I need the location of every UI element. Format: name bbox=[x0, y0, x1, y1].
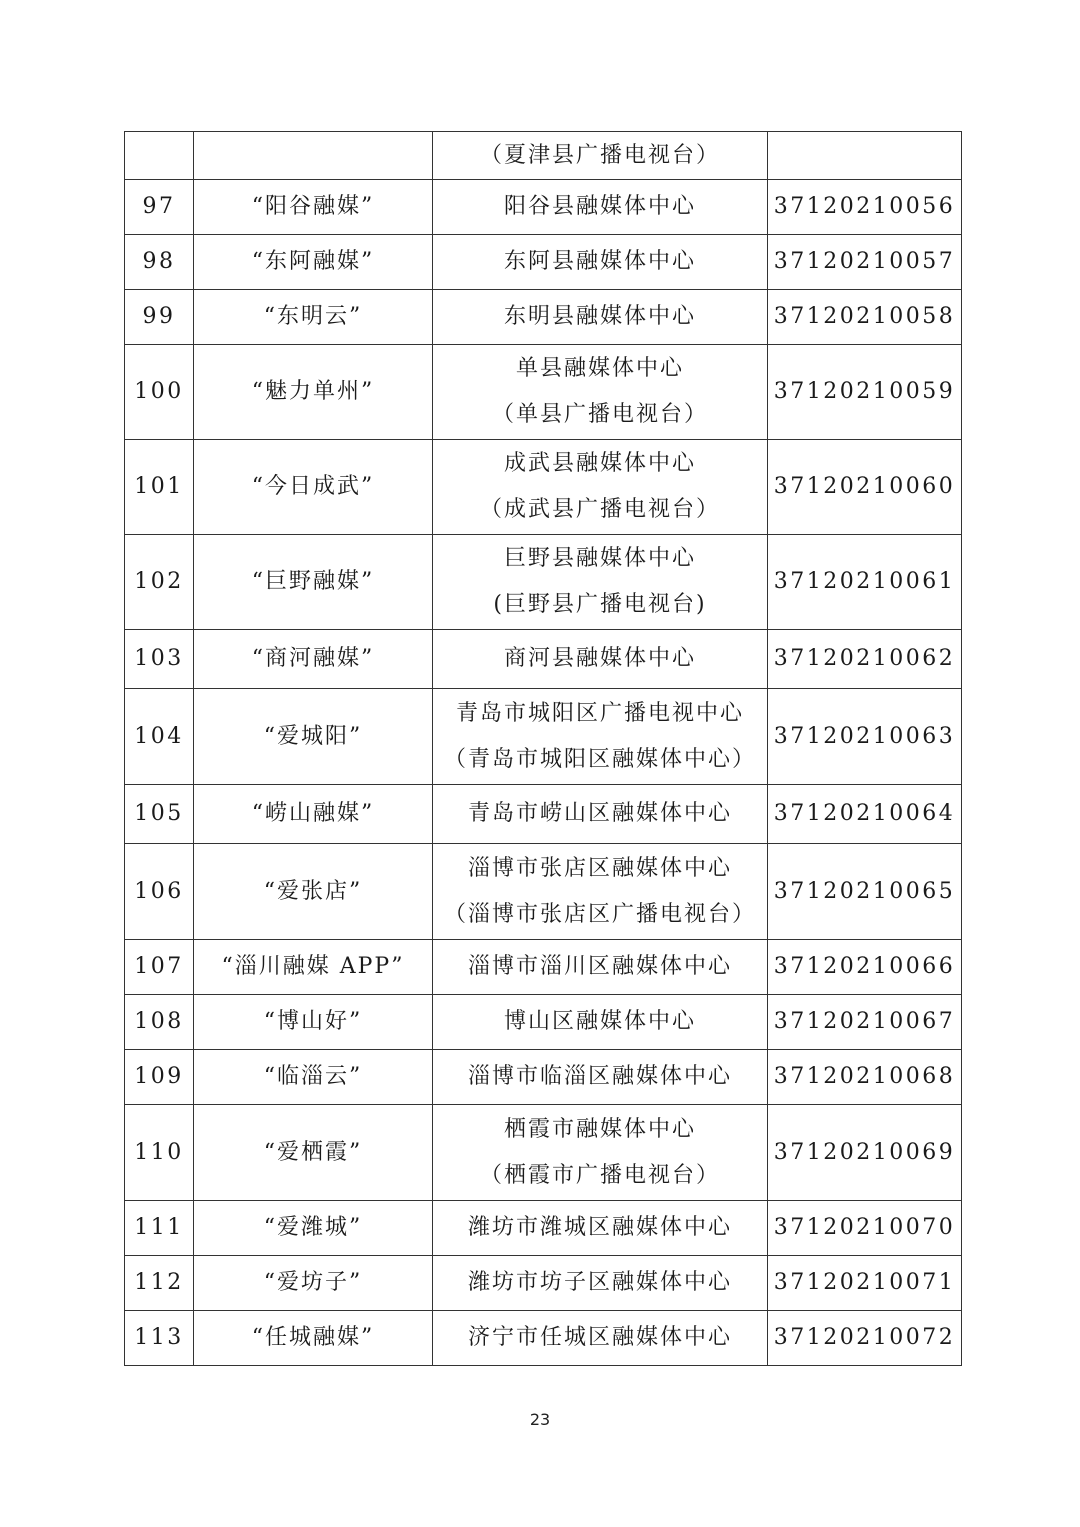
row-number-cell: 104 bbox=[125, 689, 194, 785]
registration-code-cell: 37120210057 bbox=[768, 235, 962, 290]
organization-line: （淄博市张店区广播电视台） bbox=[443, 901, 756, 927]
registration-code-cell: 37120210069 bbox=[768, 1105, 962, 1201]
organization-line: 淄博市淄川区融媒体中心 bbox=[467, 954, 732, 979]
client-name-cell: “淄川融媒 APP” bbox=[194, 940, 433, 995]
organization-line: 潍坊市潍城区融媒体中心 bbox=[467, 1215, 732, 1240]
organization-line: 潍坊市坊子区融媒体中心 bbox=[467, 1270, 732, 1295]
registration-code-cell: 37120210058 bbox=[768, 290, 962, 345]
row-number-cell: 102 bbox=[125, 535, 194, 630]
organization-cell bbox=[433, 995, 768, 1050]
table-row bbox=[125, 132, 962, 180]
row-number-cell: 111 bbox=[125, 1201, 194, 1256]
row-number-cell: 106 bbox=[125, 844, 194, 940]
row-number-cell: 103 bbox=[125, 630, 194, 689]
table-row bbox=[125, 630, 962, 689]
registration-code-cell: 37120210062 bbox=[768, 630, 962, 689]
organization-cell bbox=[433, 290, 768, 345]
organization-cell bbox=[433, 689, 768, 785]
organization-cell bbox=[433, 535, 768, 630]
row-number-cell: 109 bbox=[125, 1050, 194, 1105]
organization-line: 东明县融媒体中心 bbox=[503, 304, 696, 329]
organization-line: 淄博市张店区融媒体中心 bbox=[467, 855, 732, 881]
row-number-cell: 99 bbox=[125, 290, 194, 345]
row-number-cell: 100 bbox=[125, 345, 194, 440]
organization-line: 淄博市临淄区融媒体中心 bbox=[467, 1064, 732, 1089]
organization-cell bbox=[433, 785, 768, 844]
organization-cell bbox=[433, 345, 768, 440]
client-name-cell: “爱坊子” bbox=[194, 1256, 433, 1311]
registry-table bbox=[124, 131, 962, 1366]
client-name-cell: “阳谷融媒” bbox=[194, 180, 433, 235]
registration-code-cell: 37120210065 bbox=[768, 844, 962, 940]
organization-cell bbox=[433, 1105, 768, 1201]
client-name-cell: “博山好” bbox=[194, 995, 433, 1050]
organization-line: 巨野县融媒体中心 bbox=[503, 546, 696, 571]
table-row bbox=[125, 844, 962, 940]
organization-cell bbox=[433, 180, 768, 235]
row-number-cell: 108 bbox=[125, 995, 194, 1050]
client-name-cell: “任城融媒” bbox=[194, 1311, 433, 1366]
organization-line: （成武县广播电视台） bbox=[479, 497, 720, 522]
registration-code-cell: 37120210056 bbox=[768, 180, 962, 235]
client-name-cell: “巨野融媒” bbox=[194, 535, 433, 630]
row-number-cell: 97 bbox=[125, 180, 194, 235]
registration-code-cell bbox=[768, 132, 962, 180]
organization-line: 青岛市崂山区融媒体中心 bbox=[467, 801, 732, 826]
organization-line: （青岛市城阳区融媒体中心） bbox=[443, 746, 756, 772]
registry-table-body bbox=[125, 132, 962, 1366]
organization-cell bbox=[433, 132, 768, 180]
table-row bbox=[125, 440, 962, 535]
row-number-cell: 112 bbox=[125, 1256, 194, 1311]
client-name-cell: “魅力单州” bbox=[194, 345, 433, 440]
organization-cell bbox=[433, 1050, 768, 1105]
client-name-cell: “商河融媒” bbox=[194, 630, 433, 689]
organization-line: 东阿县融媒体中心 bbox=[503, 249, 696, 274]
organization-line: （栖霞市广播电视台） bbox=[479, 1162, 720, 1188]
table-row bbox=[125, 1105, 962, 1201]
registration-code-cell: 37120210068 bbox=[768, 1050, 962, 1105]
row-number-cell: 101 bbox=[125, 440, 194, 535]
client-name-cell bbox=[194, 132, 433, 180]
table-row bbox=[125, 785, 962, 844]
row-number-cell: 98 bbox=[125, 235, 194, 290]
table-row bbox=[125, 1256, 962, 1311]
registration-code-cell: 37120210063 bbox=[768, 689, 962, 785]
table-row bbox=[125, 1050, 962, 1105]
organization-line: 博山区融媒体中心 bbox=[503, 1009, 696, 1034]
client-name-cell: “东明云” bbox=[194, 290, 433, 345]
table-row bbox=[125, 290, 962, 345]
client-name-cell: “今日成武” bbox=[194, 440, 433, 535]
table-row bbox=[125, 180, 962, 235]
organization-line: （单县广播电视台） bbox=[491, 402, 708, 427]
row-number-cell: 107 bbox=[125, 940, 194, 995]
client-name-cell: “爱栖霞” bbox=[194, 1105, 433, 1201]
table-row bbox=[125, 940, 962, 995]
organization-cell bbox=[433, 1311, 768, 1366]
organization-cell bbox=[433, 440, 768, 535]
organization-line: （夏津县广播电视台） bbox=[479, 142, 720, 168]
organization-cell bbox=[433, 940, 768, 995]
client-name-cell: “临淄云” bbox=[194, 1050, 433, 1105]
organization-cell bbox=[433, 1201, 768, 1256]
registration-code-cell: 37120210059 bbox=[768, 345, 962, 440]
organization-cell bbox=[433, 844, 768, 940]
organization-line: (巨野县广播电视台) bbox=[493, 592, 707, 617]
registration-code-cell: 37120210072 bbox=[768, 1311, 962, 1366]
table-row bbox=[125, 345, 962, 440]
table-row bbox=[125, 235, 962, 290]
registration-code-cell: 37120210066 bbox=[768, 940, 962, 995]
registration-code-cell: 37120210070 bbox=[768, 1201, 962, 1256]
table-row bbox=[125, 689, 962, 785]
row-number-cell: 105 bbox=[125, 785, 194, 844]
organization-line: 青岛市城阳区广播电视中心 bbox=[455, 700, 744, 726]
table-row bbox=[125, 1311, 962, 1366]
client-name-cell: “崂山融媒” bbox=[194, 785, 433, 844]
registration-code-cell: 37120210064 bbox=[768, 785, 962, 844]
client-name-cell: “爱潍城” bbox=[194, 1201, 433, 1256]
organization-cell bbox=[433, 1256, 768, 1311]
registration-code-cell: 37120210060 bbox=[768, 440, 962, 535]
row-number-cell: 110 bbox=[125, 1105, 194, 1201]
organization-line: 商河县融媒体中心 bbox=[503, 646, 696, 671]
row-number-cell: 113 bbox=[125, 1311, 194, 1366]
table-row bbox=[125, 1201, 962, 1256]
organization-cell bbox=[433, 235, 768, 290]
organization-line: 单县融媒体中心 bbox=[515, 356, 684, 381]
organization-line: 阳谷县融媒体中心 bbox=[503, 194, 696, 219]
row-number-cell bbox=[125, 132, 194, 180]
organization-line: 成武县融媒体中心 bbox=[503, 451, 696, 476]
registration-code-cell: 37120210061 bbox=[768, 535, 962, 630]
table-row bbox=[125, 995, 962, 1050]
client-name-cell: “爱张店” bbox=[194, 844, 433, 940]
client-name-cell: “爱城阳” bbox=[194, 689, 433, 785]
organization-line: 栖霞市融媒体中心 bbox=[503, 1116, 696, 1142]
page-number: 23 bbox=[529, 1410, 551, 1429]
organization-line: 济宁市任城区融媒体中心 bbox=[467, 1325, 732, 1350]
organization-cell bbox=[433, 630, 768, 689]
registration-code-cell: 37120210071 bbox=[768, 1256, 962, 1311]
registration-code-cell: 37120210067 bbox=[768, 995, 962, 1050]
table-row bbox=[125, 535, 962, 630]
client-name-cell: “东阿融媒” bbox=[194, 235, 433, 290]
